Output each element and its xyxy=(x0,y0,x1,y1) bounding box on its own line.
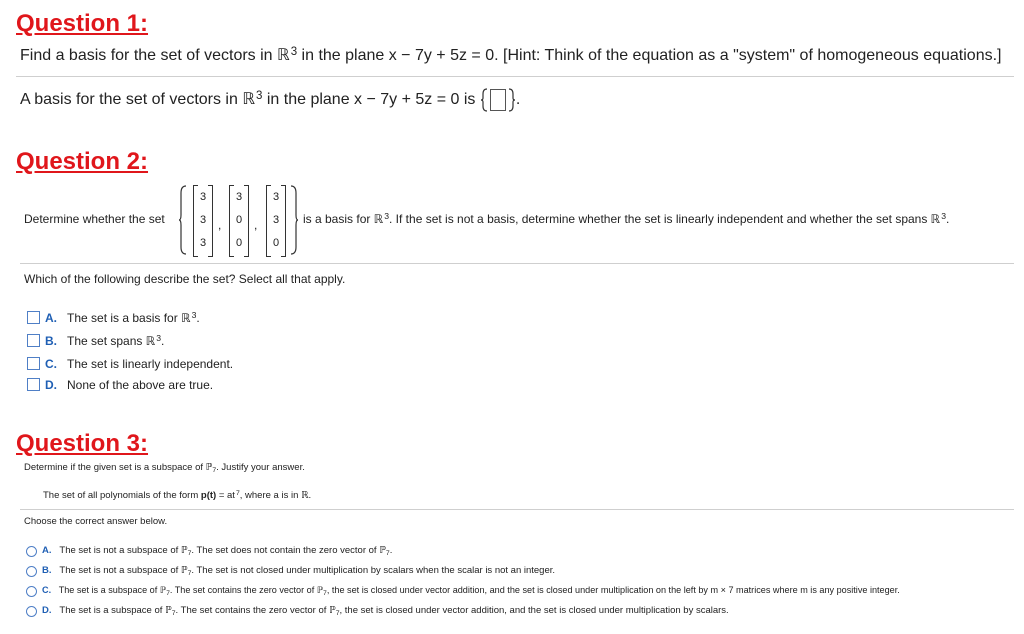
q3-determine: Determine if the given set is a subspace of ℙ$_7$. Justify your answer. xyxy=(24,462,305,475)
question-1-title: Question 1: xyxy=(16,10,149,37)
option-a-checkbox[interactable] xyxy=(27,311,40,324)
q3-option-a-label[interactable]: A. The set is not a subspace of ℙ$_7$. The set does not contain the zero vector of ℙ$_7$. xyxy=(42,545,393,558)
option-d-checkbox[interactable] xyxy=(27,378,40,391)
divider xyxy=(20,263,1014,264)
basis-answer-input[interactable] xyxy=(490,89,506,111)
option-c-label[interactable]: C. The set is linearly independent. xyxy=(45,357,234,371)
q3-option-c-label[interactable]: C. The set is a subspace of ℙ$_7$. The set contains the zero vector of ℙ$_7$, the set is closed under vector addition, and the set is closed under multiplication on the left by m × 7 matrices where m is any positive integer. xyxy=(42,585,900,597)
left-brace-icon xyxy=(480,88,489,112)
q2-basis-question: is a basis for ℝ$^3$. If the set is not a basis, determine whether the set is linearly independent and whether the set spans ℝ$^3$. xyxy=(303,211,950,226)
option-d-label[interactable]: D. None of the above are true. xyxy=(45,378,214,392)
set-right-brace-icon xyxy=(290,185,299,255)
q3-polynomial-form: The set of all polynomials of the form $p(t) = at^7$, where a is in ℝ. xyxy=(43,489,312,501)
q3-choose: Choose the correct answer below. xyxy=(24,516,168,527)
option-d-radio[interactable] xyxy=(26,606,37,617)
q1-prompt: Find a basis for the set of vectors in ℝ$^3$ in the plane x − 7y + 5z = 0. [Hint: Think of the equation as a "system" of homogeneous equations.] xyxy=(20,45,1002,64)
option-c-radio[interactable] xyxy=(26,586,37,597)
vector-3: 3 3 0 xyxy=(266,185,286,255)
option-b-radio[interactable] xyxy=(26,566,37,577)
q2-which: Which of the following describe the set? Select all that apply. xyxy=(24,272,346,286)
q3-option-d-label[interactable]: D. The set is a subspace of ℙ$_7$. The set contains the zero vector of ℙ$_7$, the set is closed under vector addition, and the set is closed under multiplication by scalars. xyxy=(42,605,729,618)
option-a-radio[interactable] xyxy=(26,546,37,557)
option-a-label[interactable]: A. The set is a basis for ℝ$^3$. xyxy=(45,310,200,325)
option-c-checkbox[interactable] xyxy=(27,357,40,370)
vector-1: 3 3 3 xyxy=(193,185,213,255)
divider xyxy=(16,76,1014,77)
q2-determine: Determine whether the set xyxy=(24,212,165,226)
set-left-brace-icon xyxy=(178,185,187,255)
q1-answer-line: A basis for the set of vectors in ℝ$^3$ in the plane x − 7y + 5z = 0 is . xyxy=(20,88,520,112)
q3-option-b-label[interactable]: B. The set is not a subspace of ℙ$_7$. The set is not closed under multiplication by scalars when the scalar is not an integer. xyxy=(42,565,556,578)
divider xyxy=(20,509,1014,510)
right-brace-icon xyxy=(507,88,516,112)
option-b-checkbox[interactable] xyxy=(27,334,40,347)
vector-2: 3 0 0 xyxy=(229,185,249,255)
question-2-title: Question 2: xyxy=(16,148,149,175)
option-b-label[interactable]: B. The set spans ℝ$^3$. xyxy=(45,333,165,348)
question-3-title: Question 3: xyxy=(16,430,149,457)
